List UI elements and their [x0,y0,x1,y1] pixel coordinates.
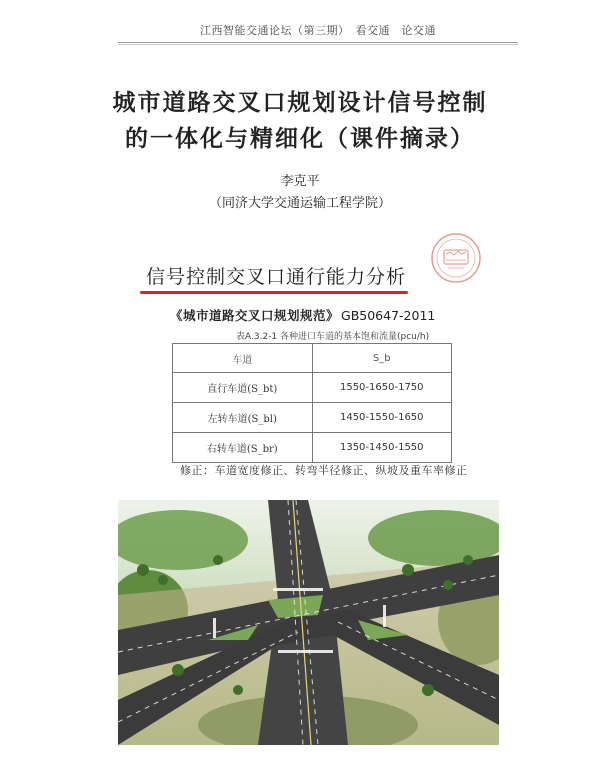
header-rule-secondary [118,44,518,45]
specification-reference [170,306,435,324]
library-stamp-icon [430,232,482,284]
table-row [173,433,452,463]
table-cell-lane: 左转车道(S_bl) [173,403,313,433]
correction-note: 修正：车道宽度修正、转弯半径修正、纵坡及重车率修正 [180,464,468,477]
specification-name: 《城市道路交叉口规划规范》 [170,308,340,323]
saturation-flow-table [172,343,452,463]
intersection-aerial-rendering [118,500,499,745]
author-name: 李克平 [280,174,320,189]
table-row [173,403,452,433]
table-cell-value: 1350-1450-1550 [312,433,451,463]
table-cell-lane: 直行车道(S_bt) [173,373,313,403]
table-header-cell: S_b [312,344,451,373]
section-heading-underline [140,291,408,294]
article-title-line-2: 的一体化与精细化（课件摘录） [125,125,475,152]
running-header-text: 江西智能交通论坛（第三期） 看交通 论交通 [200,24,436,37]
article-title-line-1: 城市道路交叉口规划设计信号控制 [112,89,488,116]
table-header-row [173,344,452,373]
table-caption: 表A.3.2-1 各种进口车道的基本饱和流量(pcu/h) [236,332,430,342]
specification-code: GB50647-2011 [341,308,436,323]
table-cell-value: 1550-1650-1750 [312,373,451,403]
table-cell-lane: 右转车道(S_br) [173,433,313,463]
author-affiliation: （同济大学交通运输工程学院） [208,196,391,211]
table-cell-value: 1450-1550-1650 [312,403,451,433]
section-heading: 信号控制交叉口通行能力分析 [146,266,407,288]
table-row [173,373,452,403]
header-rule [118,42,518,43]
table-header-cell: 车道 [173,344,313,373]
running-header [0,20,600,42]
